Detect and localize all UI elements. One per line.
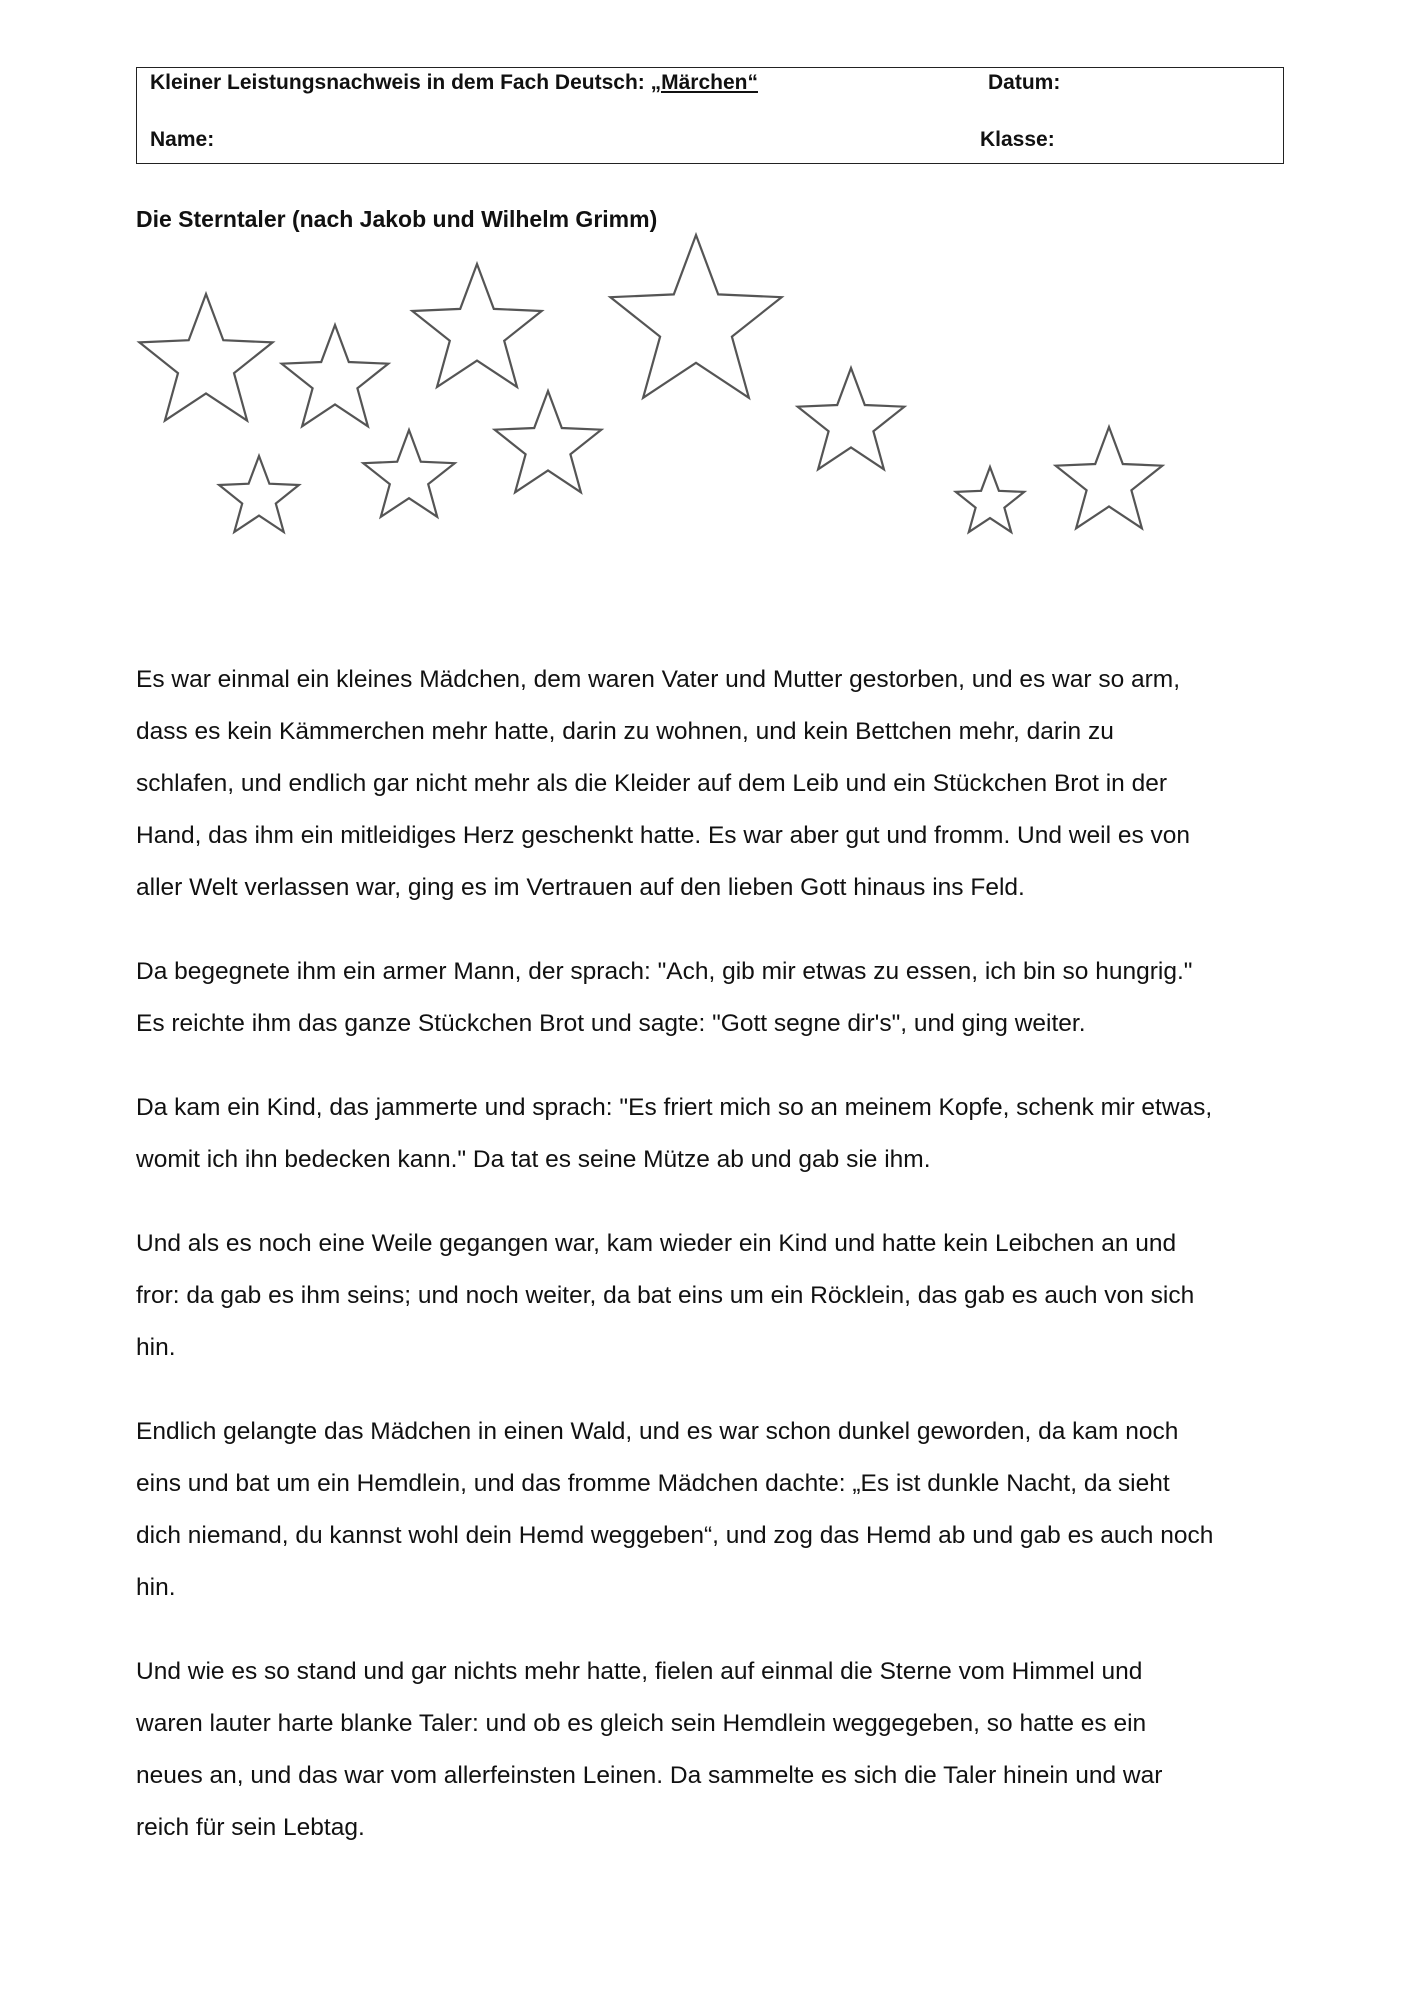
star-outline-icon — [282, 325, 389, 426]
paragraph-line: hin. — [136, 1334, 176, 1361]
star-outline-icon — [139, 294, 272, 421]
paragraph-line: hin. — [136, 1574, 176, 1601]
star-outline-icon — [363, 430, 454, 517]
paragraph-line: Es war einmal ein kleines Mädchen, dem waren Vater und Mutter gestorben, und es war so arm, — [136, 666, 1181, 693]
paragraph-line: schlafen, und endlich gar nicht mehr als die Kleider auf dem Leib und ein Stückchen Brot in der — [136, 770, 1167, 797]
story-paragraph — [136, 1646, 1296, 1854]
stars-decoration — [0, 0, 1414, 560]
story-paragraph — [136, 1218, 1296, 1374]
paragraph-line: Da begegnete ihm ein armer Mann, der sprach: "Ach, gib mir etwas zu essen, ich bin so hungrig." — [136, 958, 1193, 985]
paragraph-line: reich für sein Lebtag. — [136, 1814, 365, 1841]
paragraph-line: aller Welt verlassen war, ging es im Vertrauen auf den lieben Gott hinaus ins Feld. — [136, 874, 1025, 901]
paragraph-line: waren lauter harte blanke Taler: und ob es gleich sein Hemdlein weggegeben, so hatte es ein — [136, 1710, 1147, 1737]
star-outline-icon — [412, 264, 541, 387]
paragraph-gap — [136, 1050, 1296, 1082]
header-subject: „Märchen“ — [650, 71, 758, 94]
star-outline-icon — [956, 467, 1024, 532]
paragraph-line: Es reichte ihm das ganze Stückchen Brot und sagte: "Gott segne dir's", und ging weiter. — [136, 1010, 1086, 1037]
story-paragraph — [136, 654, 1296, 914]
paragraph-line: Hand, das ihm ein mitleidiges Herz geschenkt hatte. Es war aber gut und fromm. Und weil es von — [136, 822, 1191, 849]
story-text — [136, 654, 1296, 1854]
star-outline-icon — [1056, 427, 1163, 528]
story-title: Die Sterntaler (nach Jakob und Wilhelm Grimm) — [136, 206, 658, 232]
class-label: Klasse: — [980, 128, 1055, 151]
story-paragraph — [136, 1082, 1296, 1186]
star-outline-icon — [610, 235, 781, 398]
paragraph-line: eins und bat um ein Hemdlein, und das fromme Mädchen dachte: „Es ist dunkle Nacht, da sieht — [136, 1470, 1170, 1497]
story-paragraph — [136, 1406, 1296, 1614]
date-label: Datum: — [988, 71, 1061, 94]
paragraph-gap — [136, 1614, 1296, 1646]
paragraph-line: dich niemand, du kannst wohl dein Hemd weggeben“, und zog das Hemd ab und gab es auch noch — [136, 1522, 1214, 1549]
paragraph-gap — [136, 1374, 1296, 1406]
paragraph-line: womit ich ihn bedecken kann." Da tat es seine Mütze ab und gab sie ihm. — [136, 1146, 931, 1173]
paragraph-line: fror: da gab es ihm seins; und noch weiter, da bat eins um ein Röcklein, das gab es auch von sich — [136, 1282, 1195, 1309]
paragraph-line: neues an, und das war vom allerfeinsten Leinen. Da sammelte es sich die Taler hinein und war — [136, 1762, 1163, 1789]
header-title: Kleiner Leistungsnachweis in dem Fach Deutsch: „Märchen“ — [150, 71, 758, 94]
paragraph-line: Da kam ein Kind, das jammerte und sprach: "Es friert mich so an meinem Kopfe, schenk mir etwas, — [136, 1094, 1213, 1121]
paragraph-line: dass es kein Kämmerchen mehr hatte, darin zu wohnen, und kein Bettchen mehr, darin zu — [136, 718, 1114, 745]
star-outline-icon — [798, 368, 905, 469]
paragraph-gap — [136, 1186, 1296, 1218]
paragraph-line: Endlich gelangte das Mädchen in einen Wald, und es war schon dunkel geworden, da kam noch — [136, 1418, 1179, 1445]
paragraph-line: Und wie es so stand und gar nichts mehr hatte, fielen auf einmal die Sterne vom Himmel und — [136, 1658, 1143, 1685]
paragraph-line: Und als es noch eine Weile gegangen war, kam wieder ein Kind und hatte kein Leibchen an und — [136, 1230, 1177, 1257]
star-outline-icon — [219, 456, 299, 532]
name-label: Name: — [150, 128, 215, 151]
star-outline-icon — [495, 391, 602, 492]
story-paragraph — [136, 946, 1296, 1050]
paragraph-gap — [136, 914, 1296, 946]
